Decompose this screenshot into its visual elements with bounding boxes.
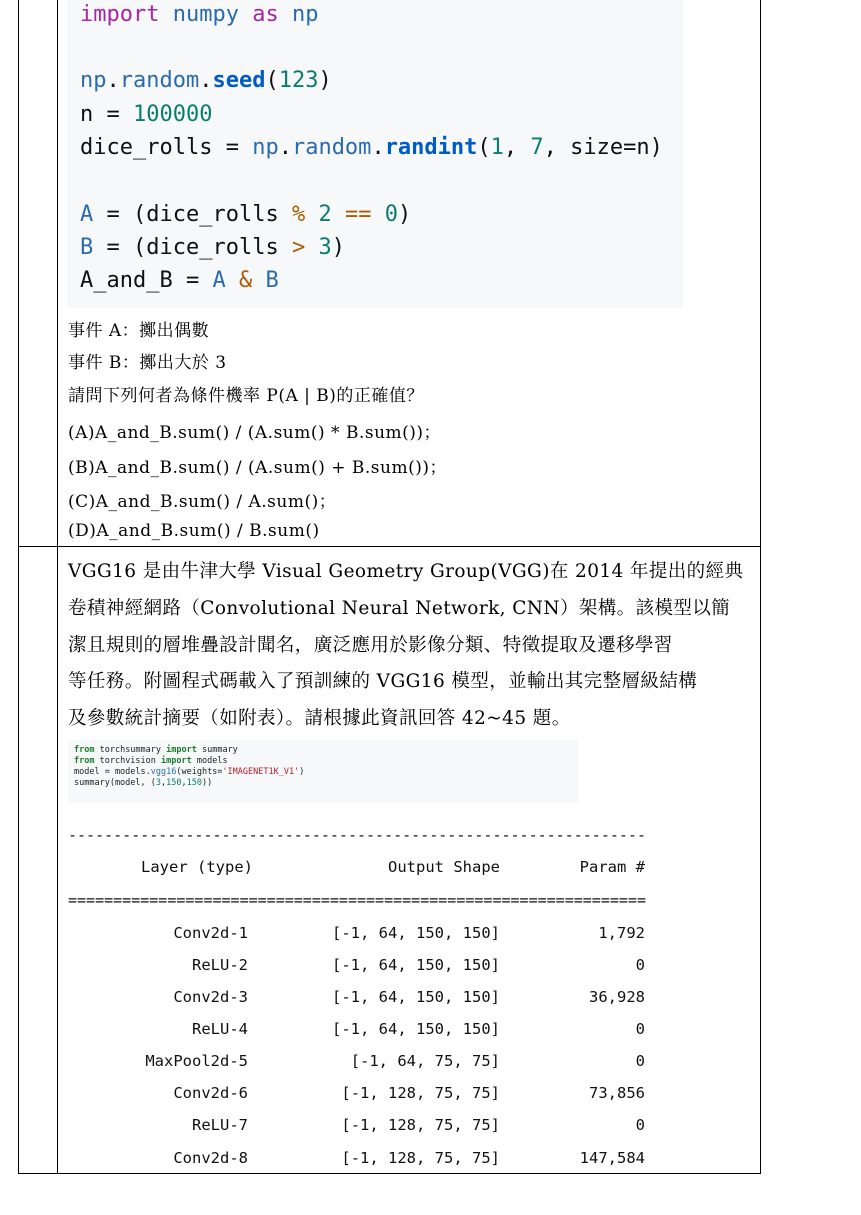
passage-line: 潔且規則的層堆疊設計聞名，廣泛應用於影像分類、特徵提取及遷移學習 (68, 635, 673, 656)
code-line-n: n = 100000 (80, 102, 213, 127)
code-line: from torchvision import models (74, 756, 228, 766)
row-param: 0 (635, 956, 645, 974)
python-code-block (67, 0, 683, 308)
row-shape: [-1, 64, 150, 150] (332, 1020, 500, 1038)
row-shape: [-1, 64, 150, 150] (332, 924, 500, 942)
code-line-import: import numpy as np (80, 2, 319, 27)
row-shape: [-1, 128, 75, 75] (341, 1116, 500, 1134)
header-layer: Layer (type) (141, 858, 253, 876)
summary-dash-rule: ---------------------------------------------------------------- (68, 826, 646, 844)
code-line: model = models.vgg16(weights='IMAGENET1K_V1') (74, 767, 305, 777)
table-row-divider (18, 546, 761, 547)
header-param: Param # (579, 858, 645, 876)
code-line: summary(model, (3,150,150)) (74, 778, 213, 788)
row-layer: MaxPool2d-5 (145, 1052, 248, 1070)
passage-line: 等任務。附圖程式碼載入了預訓練的 VGG16 模型，並輸出其完整層級結構 (68, 671, 698, 692)
option-a: (A)A_and_B.sum() / (A.sum() * B.sum())； (68, 423, 442, 443)
header-output-shape: Output Shape (388, 858, 500, 876)
passage-line: 卷積神經網路（Convolutional Neural Network, CNN）架構。該模型以簡 (68, 598, 731, 619)
code-line: from torchsummary import summary (74, 745, 238, 755)
summary-eq-rule: ================================================================ (68, 891, 646, 909)
row-layer: ReLU-4 (192, 1020, 248, 1038)
row-layer: Conv2d-3 (173, 988, 248, 1006)
row-param: 0 (635, 1052, 645, 1070)
table-border-bottom (18, 1173, 761, 1174)
passage-line: 及參數統計摘要（如附表）。請根據此資訊回答 42~45 題。 (68, 708, 571, 729)
code-line-a: A = (dice_rolls % 2 == 0) (80, 202, 412, 227)
table-border-right (760, 0, 761, 1174)
row-layer: Conv2d-8 (173, 1149, 248, 1167)
row-param: 0 (635, 1020, 645, 1038)
row-shape: [-1, 128, 75, 75] (341, 1149, 500, 1167)
code-line-seed: np.random.seed(123) (80, 68, 332, 93)
row-param: 0 (635, 1116, 645, 1134)
code-line-a-and-b: A_and_B = A & B (80, 268, 279, 293)
row-layer: Conv2d-6 (173, 1084, 248, 1102)
table-border-inner (57, 0, 58, 1174)
question-prompt: 請問下列何者為條件機率 P(A | B)的正確值？ (68, 386, 424, 406)
row-param: 1,792 (598, 924, 645, 942)
option-d: (D)A_and_B.sum() / B.sum() (68, 521, 320, 541)
row-layer: Conv2d-1 (173, 924, 248, 942)
row-shape: [-1, 64, 75, 75] (350, 1052, 500, 1070)
table-border-left (18, 0, 19, 1174)
code-line-b: B = (dice_rolls > 3) (80, 235, 345, 260)
row-param: 147,584 (579, 1149, 645, 1167)
passage-line: VGG16 是由牛津大學 Visual Geometry Group(VGG)在 2014 年提出的經典 (68, 561, 744, 582)
row-layer: ReLU-2 (192, 956, 248, 974)
row-param: 36,928 (589, 988, 645, 1006)
row-shape: [-1, 64, 150, 150] (332, 988, 500, 1006)
torch-code-block (68, 740, 578, 803)
row-param: 73,856 (589, 1084, 645, 1102)
event-b-text: 事件 B：擲出大於 3 (68, 353, 227, 373)
code-line-dice-rolls: dice_rolls = np.random.randint(1, 7, size=n) (80, 135, 663, 160)
event-a-text: 事件 A：擲出偶數 (68, 321, 210, 341)
row-shape: [-1, 128, 75, 75] (341, 1084, 500, 1102)
row-layer: ReLU-7 (192, 1116, 248, 1134)
row-shape: [-1, 64, 150, 150] (332, 956, 500, 974)
option-b: (B)A_and_B.sum() / (A.sum() + B.sum())； (68, 458, 447, 478)
option-c: (C)A_and_B.sum() / A.sum()； (68, 492, 337, 512)
